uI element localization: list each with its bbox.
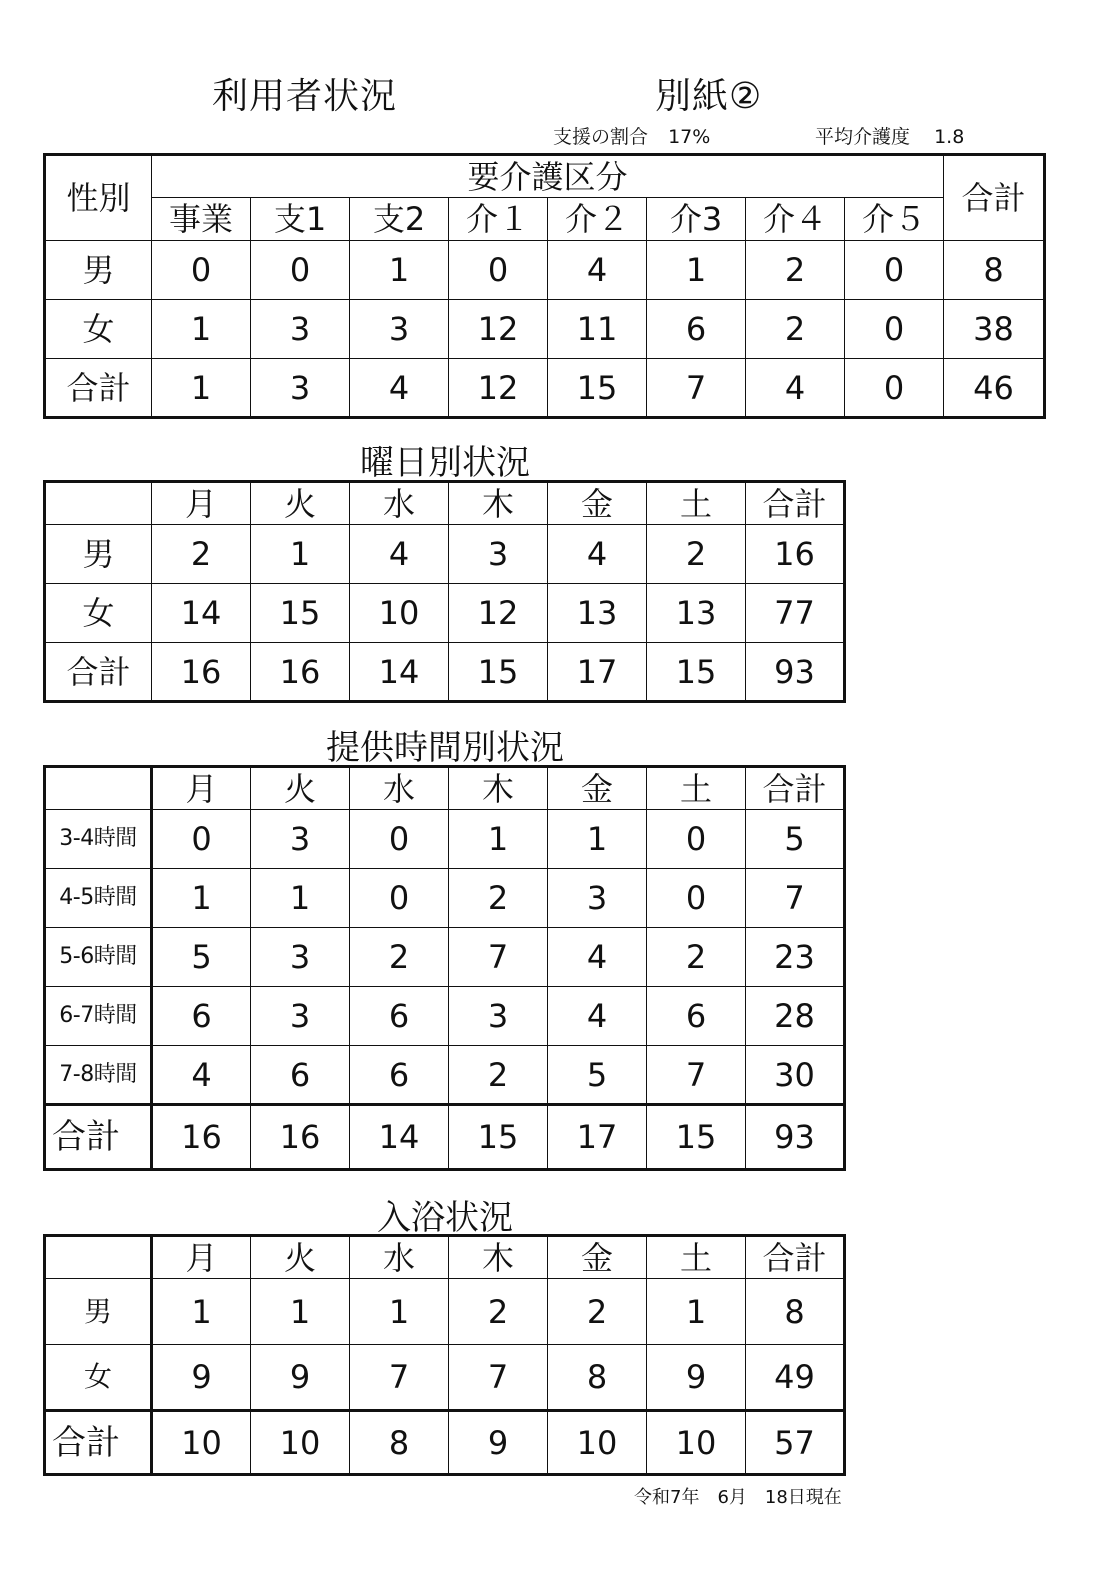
table-cell: 1 [251, 525, 350, 584]
row-label: 女 [45, 300, 152, 359]
row-label: 合計 [45, 1411, 152, 1475]
table-cell: 13 [548, 584, 647, 643]
table-row [45, 300, 1045, 359]
table-cell: 28 [746, 987, 845, 1046]
table-row [45, 869, 845, 928]
table-cell: 1 [152, 359, 251, 418]
table-cell: 0 [647, 869, 746, 928]
table-cell: 0 [152, 241, 251, 300]
care-col-header: 事業 [152, 198, 251, 241]
table-cell: 2 [350, 928, 449, 987]
table-cell: 10 [548, 1411, 647, 1475]
table-cell: 15 [548, 359, 647, 418]
table-cell: 30 [746, 1046, 845, 1105]
table-row [45, 525, 845, 584]
table-cell: 10 [647, 1411, 746, 1475]
table-cell: 0 [350, 810, 449, 869]
table-row [45, 987, 845, 1046]
time-col-header: 土 [647, 767, 746, 810]
table-cell: 14 [350, 643, 449, 702]
care-col-header: 介５ [845, 198, 944, 241]
table-cell: 0 [845, 359, 944, 418]
care-col-header: 介１ [449, 198, 548, 241]
table-cell: 3 [251, 300, 350, 359]
row-label: 男 [45, 525, 152, 584]
table-cell: 1 [152, 300, 251, 359]
table-cell: 0 [251, 241, 350, 300]
table-cell: 2 [152, 525, 251, 584]
row-label: 女 [45, 584, 152, 643]
bath-section-title: 入浴状況 [377, 1198, 513, 1238]
table-row [45, 584, 845, 643]
table-cell: 2 [647, 525, 746, 584]
bath-col-header: 水 [350, 1236, 449, 1279]
table-cell: 3 [449, 525, 548, 584]
table-cell: 1 [251, 1279, 350, 1345]
table-cell: 1 [548, 810, 647, 869]
sheet-label: 別紙② [655, 76, 763, 117]
corner-cell [45, 482, 152, 525]
row-label: 合計 [45, 359, 152, 418]
table-cell: 93 [746, 1105, 845, 1170]
table-cell: 49 [746, 1345, 845, 1411]
weekday-section-title: 曜日別状況 [360, 443, 530, 483]
weekday-table [43, 480, 846, 703]
table-cell: 2 [449, 1279, 548, 1345]
care-group-header: 要介護区分 [152, 155, 944, 198]
bath-col-header: 火 [251, 1236, 350, 1279]
weekday-col-header: 月 [152, 482, 251, 525]
table-cell: 4 [548, 928, 647, 987]
table-cell: 4 [350, 525, 449, 584]
row-total: 8 [944, 241, 1045, 300]
table-cell: 15 [449, 1105, 548, 1170]
bath-col-header: 合計 [746, 1236, 845, 1279]
table-cell: 0 [449, 241, 548, 300]
total-row [45, 1105, 845, 1170]
table-cell: 2 [548, 1279, 647, 1345]
total-row [45, 1411, 845, 1475]
table-cell: 6 [152, 987, 251, 1046]
table-cell: 3 [251, 987, 350, 1046]
weekday-col-header: 合計 [746, 482, 845, 525]
table-cell: 6 [647, 300, 746, 359]
table-row [45, 643, 845, 702]
bath-col-header: 金 [548, 1236, 647, 1279]
table-cell: 0 [845, 241, 944, 300]
table-cell: 0 [350, 869, 449, 928]
table-cell: 3 [350, 300, 449, 359]
table-row [45, 928, 845, 987]
table-cell: 9 [647, 1345, 746, 1411]
bath-col-header: 木 [449, 1236, 548, 1279]
table-cell: 5 [152, 928, 251, 987]
row-label: 5-6時間 [45, 928, 152, 987]
table-cell: 0 [647, 810, 746, 869]
table-cell: 7 [746, 869, 845, 928]
table-cell: 8 [746, 1279, 845, 1345]
table-cell: 15 [647, 643, 746, 702]
avg-care-value: 1.8 [934, 126, 965, 148]
bath-col-header: 土 [647, 1236, 746, 1279]
table-cell: 12 [449, 359, 548, 418]
time-section-title: 提供時間別状況 [326, 728, 564, 768]
table-cell: 1 [449, 810, 548, 869]
table-cell: 1 [152, 869, 251, 928]
table-cell: 15 [251, 584, 350, 643]
table-cell: 1 [152, 1279, 251, 1345]
table-cell: 10 [350, 584, 449, 643]
time-col-header: 月 [152, 767, 251, 810]
table-cell: 93 [746, 643, 845, 702]
table-cell: 1 [251, 869, 350, 928]
table-cell: 1 [647, 1279, 746, 1345]
row-label: 合計 [45, 643, 152, 702]
table-cell: 2 [449, 869, 548, 928]
support-ratio-value: 17% [668, 126, 711, 148]
table-cell: 4 [548, 987, 647, 1046]
table-cell: 4 [548, 241, 647, 300]
table-cell: 6 [350, 987, 449, 1046]
table-cell: 15 [449, 643, 548, 702]
table-cell: 4 [746, 359, 845, 418]
page-title: 利用者状況 [212, 76, 398, 117]
time-col-header: 火 [251, 767, 350, 810]
care-col-header: 支2 [350, 198, 449, 241]
row-label: 6-7時間 [45, 987, 152, 1046]
time-col-header: 金 [548, 767, 647, 810]
table-cell: 16 [251, 1105, 350, 1170]
row-label: 3-4時間 [45, 810, 152, 869]
table-cell: 10 [152, 1411, 251, 1475]
table-row [45, 1046, 845, 1105]
row-label: 4-5時間 [45, 869, 152, 928]
table-row [45, 359, 1045, 418]
row-label: 7-8時間 [45, 1046, 152, 1105]
table-cell: 3 [449, 987, 548, 1046]
table-cell: 13 [647, 584, 746, 643]
table-cell: 17 [548, 1105, 647, 1170]
table-row [45, 241, 1045, 300]
time-col-header: 合計 [746, 767, 845, 810]
table-cell: 4 [548, 525, 647, 584]
row-label: 男 [45, 1279, 152, 1345]
table-cell: 17 [548, 643, 647, 702]
table-cell: 8 [548, 1345, 647, 1411]
as-of-date: 令和7年 6月 18日現在 [634, 1487, 842, 1508]
table-cell: 14 [350, 1105, 449, 1170]
table-cell: 2 [449, 1046, 548, 1105]
weekday-col-header: 水 [350, 482, 449, 525]
gender-header: 性別 [45, 155, 152, 241]
table-cell: 16 [251, 643, 350, 702]
support-ratio-label: 支援の割合 [553, 126, 649, 148]
table-cell: 5 [746, 810, 845, 869]
row-label: 合計 [45, 1105, 152, 1170]
table-cell: 11 [548, 300, 647, 359]
table-cell: 1 [350, 1279, 449, 1345]
table-cell: 12 [449, 300, 548, 359]
table-cell: 7 [449, 1345, 548, 1411]
care-col-header: 介3 [647, 198, 746, 241]
table-cell: 16 [152, 1105, 251, 1170]
care-level-table [43, 153, 1046, 419]
bath-table [43, 1234, 846, 1476]
table-row [45, 1279, 845, 1345]
table-cell: 7 [350, 1345, 449, 1411]
table-cell: 12 [449, 584, 548, 643]
time-col-header: 木 [449, 767, 548, 810]
corner-cell [45, 767, 152, 810]
time-col-header: 水 [350, 767, 449, 810]
table-cell: 23 [746, 928, 845, 987]
table-cell: 9 [251, 1345, 350, 1411]
table-cell: 3 [251, 928, 350, 987]
table-row [45, 810, 845, 869]
table-cell: 9 [449, 1411, 548, 1475]
bath-col-header: 月 [152, 1236, 251, 1279]
care-col-header: 介４ [746, 198, 845, 241]
table-cell: 77 [746, 584, 845, 643]
support-ratio [553, 122, 710, 149]
row-total: 46 [944, 359, 1045, 418]
table-cell: 16 [152, 643, 251, 702]
table-cell: 8 [350, 1411, 449, 1475]
table-cell: 3 [548, 869, 647, 928]
table-cell: 0 [152, 810, 251, 869]
weekday-col-header: 火 [251, 482, 350, 525]
table-cell: 2 [746, 241, 845, 300]
table-cell: 7 [449, 928, 548, 987]
care-col-header: 支1 [251, 198, 350, 241]
weekday-col-header: 木 [449, 482, 548, 525]
table-cell: 9 [152, 1345, 251, 1411]
avg-care-label: 平均介護度 [815, 126, 911, 148]
table-cell: 4 [350, 359, 449, 418]
table-cell: 15 [647, 1105, 746, 1170]
service-time-table [43, 765, 846, 1171]
table-cell: 10 [251, 1411, 350, 1475]
table-cell: 5 [548, 1046, 647, 1105]
table-cell: 6 [647, 987, 746, 1046]
table-cell: 3 [251, 810, 350, 869]
table-cell: 16 [746, 525, 845, 584]
table-cell: 14 [152, 584, 251, 643]
table-cell: 1 [647, 241, 746, 300]
avg-care-level [815, 122, 964, 149]
row-total: 38 [944, 300, 1045, 359]
table-cell: 2 [647, 928, 746, 987]
table-cell: 7 [647, 1046, 746, 1105]
row-label: 男 [45, 241, 152, 300]
care-col-header: 介２ [548, 198, 647, 241]
corner-cell [45, 1236, 152, 1279]
table-cell: 6 [350, 1046, 449, 1105]
table-cell: 6 [251, 1046, 350, 1105]
table-cell: 7 [647, 359, 746, 418]
weekday-col-header: 金 [548, 482, 647, 525]
table-cell: 0 [845, 300, 944, 359]
table-cell: 4 [152, 1046, 251, 1105]
care-total-header: 合計 [944, 155, 1045, 241]
table-row [45, 1345, 845, 1411]
weekday-col-header: 土 [647, 482, 746, 525]
table-cell: 3 [251, 359, 350, 418]
table-cell: 2 [746, 300, 845, 359]
table-cell: 57 [746, 1411, 845, 1475]
row-label: 女 [45, 1345, 152, 1411]
table-cell: 1 [350, 241, 449, 300]
